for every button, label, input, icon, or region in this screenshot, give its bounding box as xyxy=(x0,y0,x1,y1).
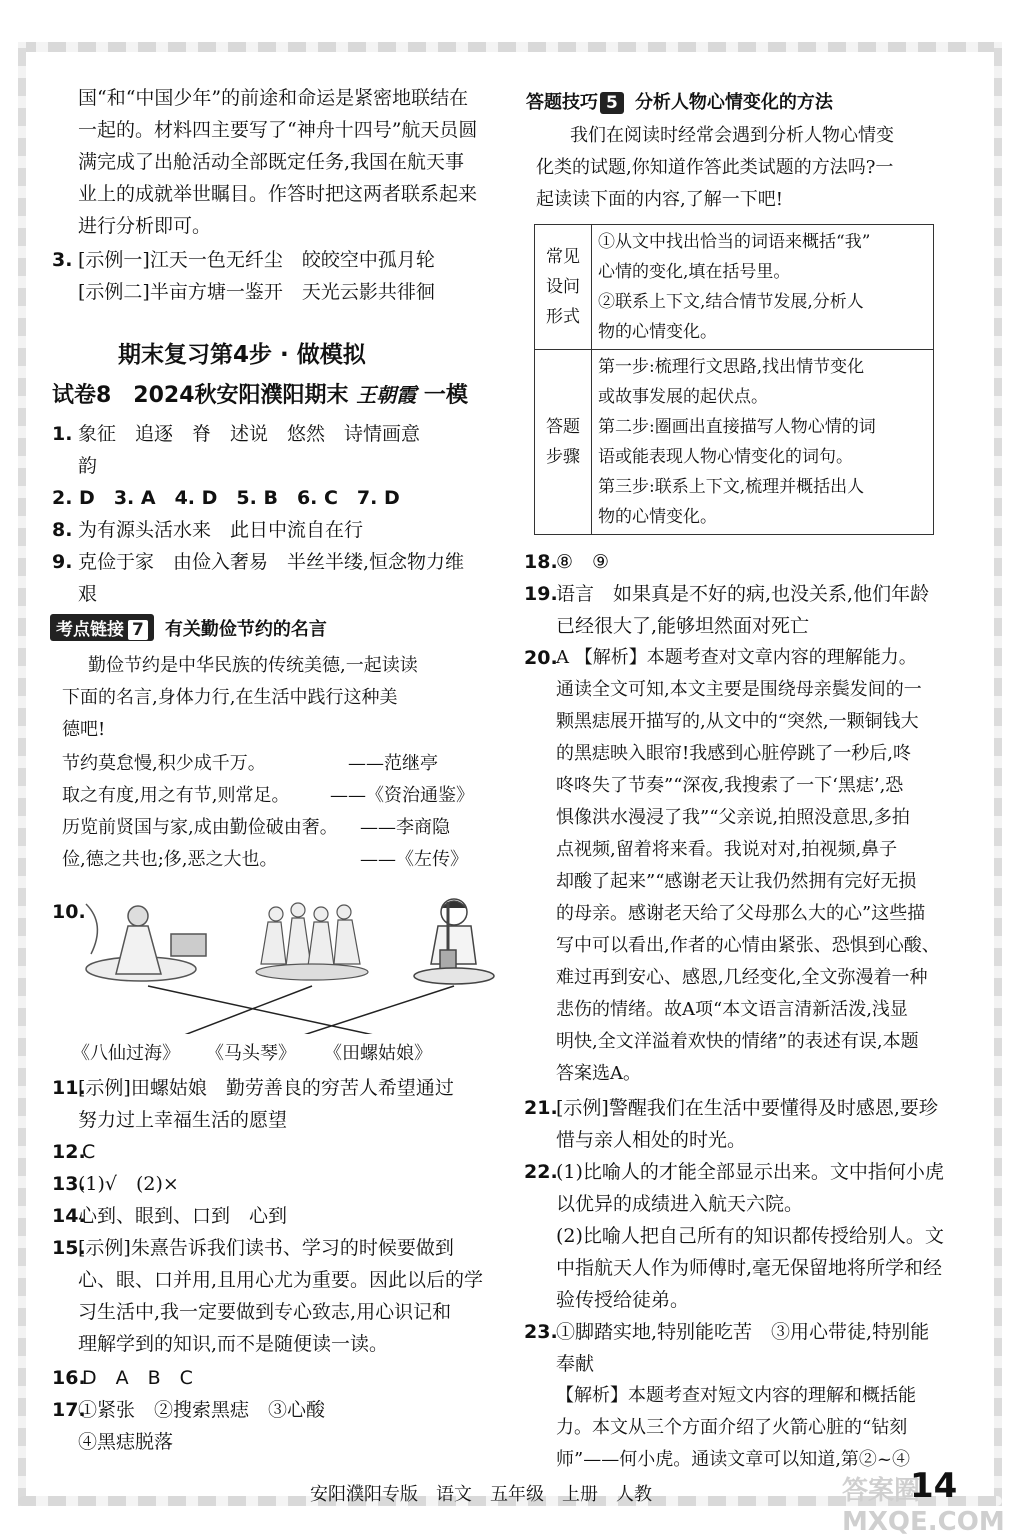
tip-number: 5 xyxy=(600,92,624,114)
body-line: ②联系上下文,结合情节发展,分析人 xyxy=(598,292,864,312)
text-line: 国“和“中国少年”的前途和命运是紧密地联结在 xyxy=(78,87,469,109)
answer-15-line: 心、眼、口并用,且用心尤为重要。因此以后的学 xyxy=(78,1269,484,1291)
quote-source: ——李商隐 xyxy=(360,817,450,838)
paper-title-suffix: 一模 xyxy=(423,383,468,408)
head-char: 常见 xyxy=(546,247,580,267)
body-line: 第二步:圈画出直接描写人物心情的词 xyxy=(598,417,876,437)
answer-number: 21. xyxy=(524,1097,558,1119)
answer-20-line: 通读全文可知,本文主要是围绕母亲鬓发间的一 xyxy=(556,679,922,700)
answer-20-line: 写中可以看出,作者的心情由紧张、恐惧到心酸、 xyxy=(556,935,940,956)
answer-20-line: 咚咚失了节奏”“深夜,我搜索了一下‘黑痣’,恐 xyxy=(556,775,904,796)
row-body xyxy=(592,350,934,535)
row-head xyxy=(535,350,592,535)
answer-23-line2: 奉献 xyxy=(556,1353,595,1375)
right-border xyxy=(994,42,1002,1506)
link-intro-line: 德吧! xyxy=(62,719,106,740)
head-char: 设问 xyxy=(546,277,580,297)
tip-intro-line: 我们在阅读时经常会遇到分析人物心情变 xyxy=(570,125,894,146)
answer-19-line2: 已经很大了,能够坦然面对死亡 xyxy=(556,615,810,637)
answer-number: 10. xyxy=(52,901,86,923)
table-row xyxy=(535,350,934,535)
answer-20-line: 惧像洪水漫浸了我”“父亲说,拍照没意思,多拍 xyxy=(556,807,910,828)
answer-20-line: 却酸了起来”“感谢老天让我仍然拥有完好无损 xyxy=(556,871,917,892)
matching-illustration xyxy=(76,894,496,1034)
horsehead-fiddle-picture xyxy=(414,899,494,984)
answer-15-line: 理解学到的知识,而不是随便读一读。 xyxy=(78,1333,389,1355)
answer-number: 12. xyxy=(52,1141,86,1163)
quote-source: ——《资治通鉴》 xyxy=(330,785,474,806)
body-line: 或故事发展的起伏点。 xyxy=(598,387,768,407)
quote-text: 取之有度,用之有节,则常足。 xyxy=(62,785,290,806)
answer-22-line: 验传授给徒弟。 xyxy=(556,1289,690,1311)
answer-number: 17. xyxy=(52,1399,86,1421)
answer-22-line: 以优异的成绩进入航天六院。 xyxy=(556,1193,804,1215)
paper-title-main: 试卷8 2024秋安阳濮阳期末 xyxy=(52,383,349,408)
answer-number: 18. xyxy=(524,551,558,573)
answer-9-line2: 艰 xyxy=(78,583,98,605)
answer-23-analysis: 【解析】本题考查对短文内容的理解和概括能 xyxy=(556,1385,916,1406)
answer-11-line1: [示例]田螺姑娘 勤劳善良的穷苦人希望通过 xyxy=(78,1077,454,1099)
answer-22-line: (1)比喻人的才能全部显示出来。文中指何小虎 xyxy=(556,1161,944,1183)
answer-number: 8. xyxy=(52,519,73,541)
tip-header xyxy=(526,88,833,114)
tip-tag: 答题技巧 xyxy=(526,92,598,113)
footer-text: 安阳濮阳专版 语文 五年级 上册 人教 xyxy=(310,1484,652,1505)
body-line: 第三步:联系上下文,梳理并概括出人 xyxy=(598,477,865,497)
answer-number: 16. xyxy=(52,1367,86,1389)
answer-3-line2: [示例二]半亩方塘一鉴开 天光云影共徘徊 xyxy=(78,281,435,303)
text-line: 业上的成就举世瞩目。作答时把这两者联系起来 xyxy=(78,183,478,205)
answer-20-line: 的黑痣映入眼帘!我感到心脏停跳了一秒后,咚 xyxy=(556,743,911,764)
answer-2-7: 2. D 3. A 4. D 5. B 6. C 7. D xyxy=(52,487,400,509)
answer-20-line: 颗黑痣展开描写的,从文中的“突然,一颗铜钱大 xyxy=(556,711,919,732)
answer-19-line1: 语言 如果真是不好的病,也没关系,他们年龄 xyxy=(556,583,930,605)
book-title: 《田螺姑娘》 xyxy=(324,1043,432,1064)
answer-17-line1: ①紧张 ②搜索黑痣 ③心酸 xyxy=(78,1399,326,1421)
body-line: 第一步:梳理行文思路,找出情节变化 xyxy=(598,357,865,377)
answer-number: 14. xyxy=(52,1205,86,1227)
head-char: 答题 xyxy=(546,417,580,437)
eight-immortals-picture xyxy=(256,903,368,980)
body-line: 心情的变化,填在括号里。 xyxy=(598,262,791,282)
answer-14: 心到、眼到、口到 心到 xyxy=(78,1205,288,1227)
quote-text: 历览前贤国与家,成由勤俭破由奢。 xyxy=(62,817,338,838)
answer-20-line: 悲伤的情绪。故A项“本文语言清新活泼,浅显 xyxy=(556,999,908,1020)
answer-20-line: A 【解析】本题考查对文章内容的理解能力。 xyxy=(556,647,917,668)
answer-number: 9. xyxy=(52,551,73,573)
answer-3-line1: [示例一]江天一色无纤尘 皎皎空中孤月轮 xyxy=(78,249,435,271)
answer-21-line2: 惜与亲人相处的时光。 xyxy=(556,1129,747,1151)
answer-20-line: 答案选A。 xyxy=(556,1063,641,1084)
answer-number: 3. xyxy=(52,249,73,271)
link-header xyxy=(50,614,327,641)
answer-11-line2: 努力过上幸福生活的愿望 xyxy=(78,1109,288,1131)
answer-22-line: (2)比喻人把自己所有的知识都传授给别人。文 xyxy=(556,1225,944,1247)
quote-text: 节约莫怠慢,积少成千万。 xyxy=(62,753,266,774)
answer-23-analysis: 师”——何小虎。通读文章可以知道,第②~④ xyxy=(556,1449,911,1470)
link-tag-number: 7 xyxy=(128,620,148,640)
text-line: 满完成了出舱活动全部既定任务,我国在航天事 xyxy=(78,151,465,173)
quote-source: ——《左传》 xyxy=(360,849,468,870)
watermark: 答案圈 MXQE.COM xyxy=(842,1476,1005,1537)
quote-text: 俭,德之共也;侈,恶之大也。 xyxy=(62,849,278,870)
answer-number: 1. xyxy=(52,423,73,445)
answer-15-line: [示例]朱熹告诉我们读书、学习的时候要做到 xyxy=(78,1237,454,1259)
answer-number: 23. xyxy=(524,1321,558,1343)
answer-18: ⑧ ⑨ xyxy=(556,551,610,573)
link-title: 有关勤俭节约的名言 xyxy=(164,619,327,640)
answer-17-line2: ④黑痣脱落 xyxy=(78,1431,174,1453)
section-title: 期末复习第4步 · 做模拟 xyxy=(118,342,366,368)
tip-intro-line: 起读读下面的内容,了解一下吧! xyxy=(536,189,783,210)
head-char: 形式 xyxy=(546,307,580,327)
link-tag-label: 考点链接 xyxy=(56,620,124,640)
answer-23-analysis: 力。本文从三个方面介绍了火箭心脏的“钻刻 xyxy=(556,1417,908,1438)
answer-number: 13. xyxy=(52,1173,86,1195)
text-line: 一起的。材料四主要写了“神舟十四号”航天员圆 xyxy=(78,119,478,141)
answer-8: 为有源头活水来 此日中流自在行 xyxy=(78,519,364,541)
answer-20-line: 点视频,留着将来看。我说对对,拍视频,鼻子 xyxy=(556,839,898,860)
quote-source: ——范继亭 xyxy=(348,753,438,774)
answer-number: 11. xyxy=(52,1077,86,1099)
body-line: 物的心情变化。 xyxy=(598,507,717,527)
answer-number: 15. xyxy=(52,1237,86,1259)
answer-13: (1)√ (2)× xyxy=(78,1173,179,1195)
match-line xyxy=(282,986,454,1034)
answer-number: 19. xyxy=(524,583,558,605)
answer-20-line: 难过再到安心、感恩,几经变化,全文弥漫着一种 xyxy=(556,967,928,988)
snail-girl-picture xyxy=(86,904,206,981)
answer-12: C xyxy=(82,1141,96,1163)
body-line: 物的心情变化。 xyxy=(598,322,717,342)
signature: 王朝霞 xyxy=(356,383,417,407)
tips-table xyxy=(534,224,934,535)
match-line xyxy=(148,986,406,1034)
answer-22-line: 中指航天人作为师傅时,毫无保留地将所学和经 xyxy=(556,1257,943,1279)
answer-1-line1: 象征 追逐 脊 述说 悠然 诗情画意 xyxy=(78,423,421,445)
tip-title: 分析人物心情变化的方法 xyxy=(634,92,833,113)
table-row xyxy=(535,225,934,350)
answer-21-line1: [示例]警醒我们在生活中要懂得及时感恩,要珍 xyxy=(556,1097,938,1119)
link-intro-line: 下面的名言,身体力行,在生活中践行这种美 xyxy=(62,687,398,708)
answer-9-line1: 克俭于家 由俭入奢易 半丝半缕,恒念物力维 xyxy=(78,551,465,573)
link-tag xyxy=(50,614,154,641)
paper-title xyxy=(52,378,468,409)
link-intro-line: 勤俭节约是中华民族的传统美德,一起读读 xyxy=(88,655,418,676)
answer-20-line: 的母亲。感谢老天给了父母那么大的心”这些描 xyxy=(556,903,926,924)
answer-15-line: 习生活中,我一定要做到专心致志,用心识记和 xyxy=(78,1301,452,1323)
body-line: 语或能表现人物心情变化的词句。 xyxy=(598,447,853,467)
book-title: 《马头琴》 xyxy=(206,1043,296,1064)
match-line xyxy=(166,986,312,1034)
answer-23-line1: ①脚踏实地,特别能吃苦 ③用心带徒,特别能 xyxy=(556,1321,930,1343)
answer-number: 20. xyxy=(524,647,558,669)
page-number: 14 xyxy=(910,1466,958,1506)
book-title: 《八仙过海》 xyxy=(72,1043,180,1064)
answer-20-line: 明快,全文洋溢着欢快的情绪”的表述有误,本题 xyxy=(556,1031,919,1052)
answer-number: 22. xyxy=(524,1161,558,1183)
tip-intro-line: 化类的试题,你知道作答此类试题的方法吗?一 xyxy=(536,157,894,178)
answer-16: D A B C xyxy=(82,1367,193,1389)
head-char: 步骤 xyxy=(546,447,580,467)
top-border xyxy=(18,42,1002,52)
left-border xyxy=(18,42,26,1506)
row-body xyxy=(592,225,934,350)
body-line: ①从文中找出恰当的词语来概括“我” xyxy=(598,232,871,252)
row-head xyxy=(535,225,592,350)
answer-1-line2: 韵 xyxy=(78,455,98,477)
text-line: 进行分析即可。 xyxy=(78,215,212,237)
